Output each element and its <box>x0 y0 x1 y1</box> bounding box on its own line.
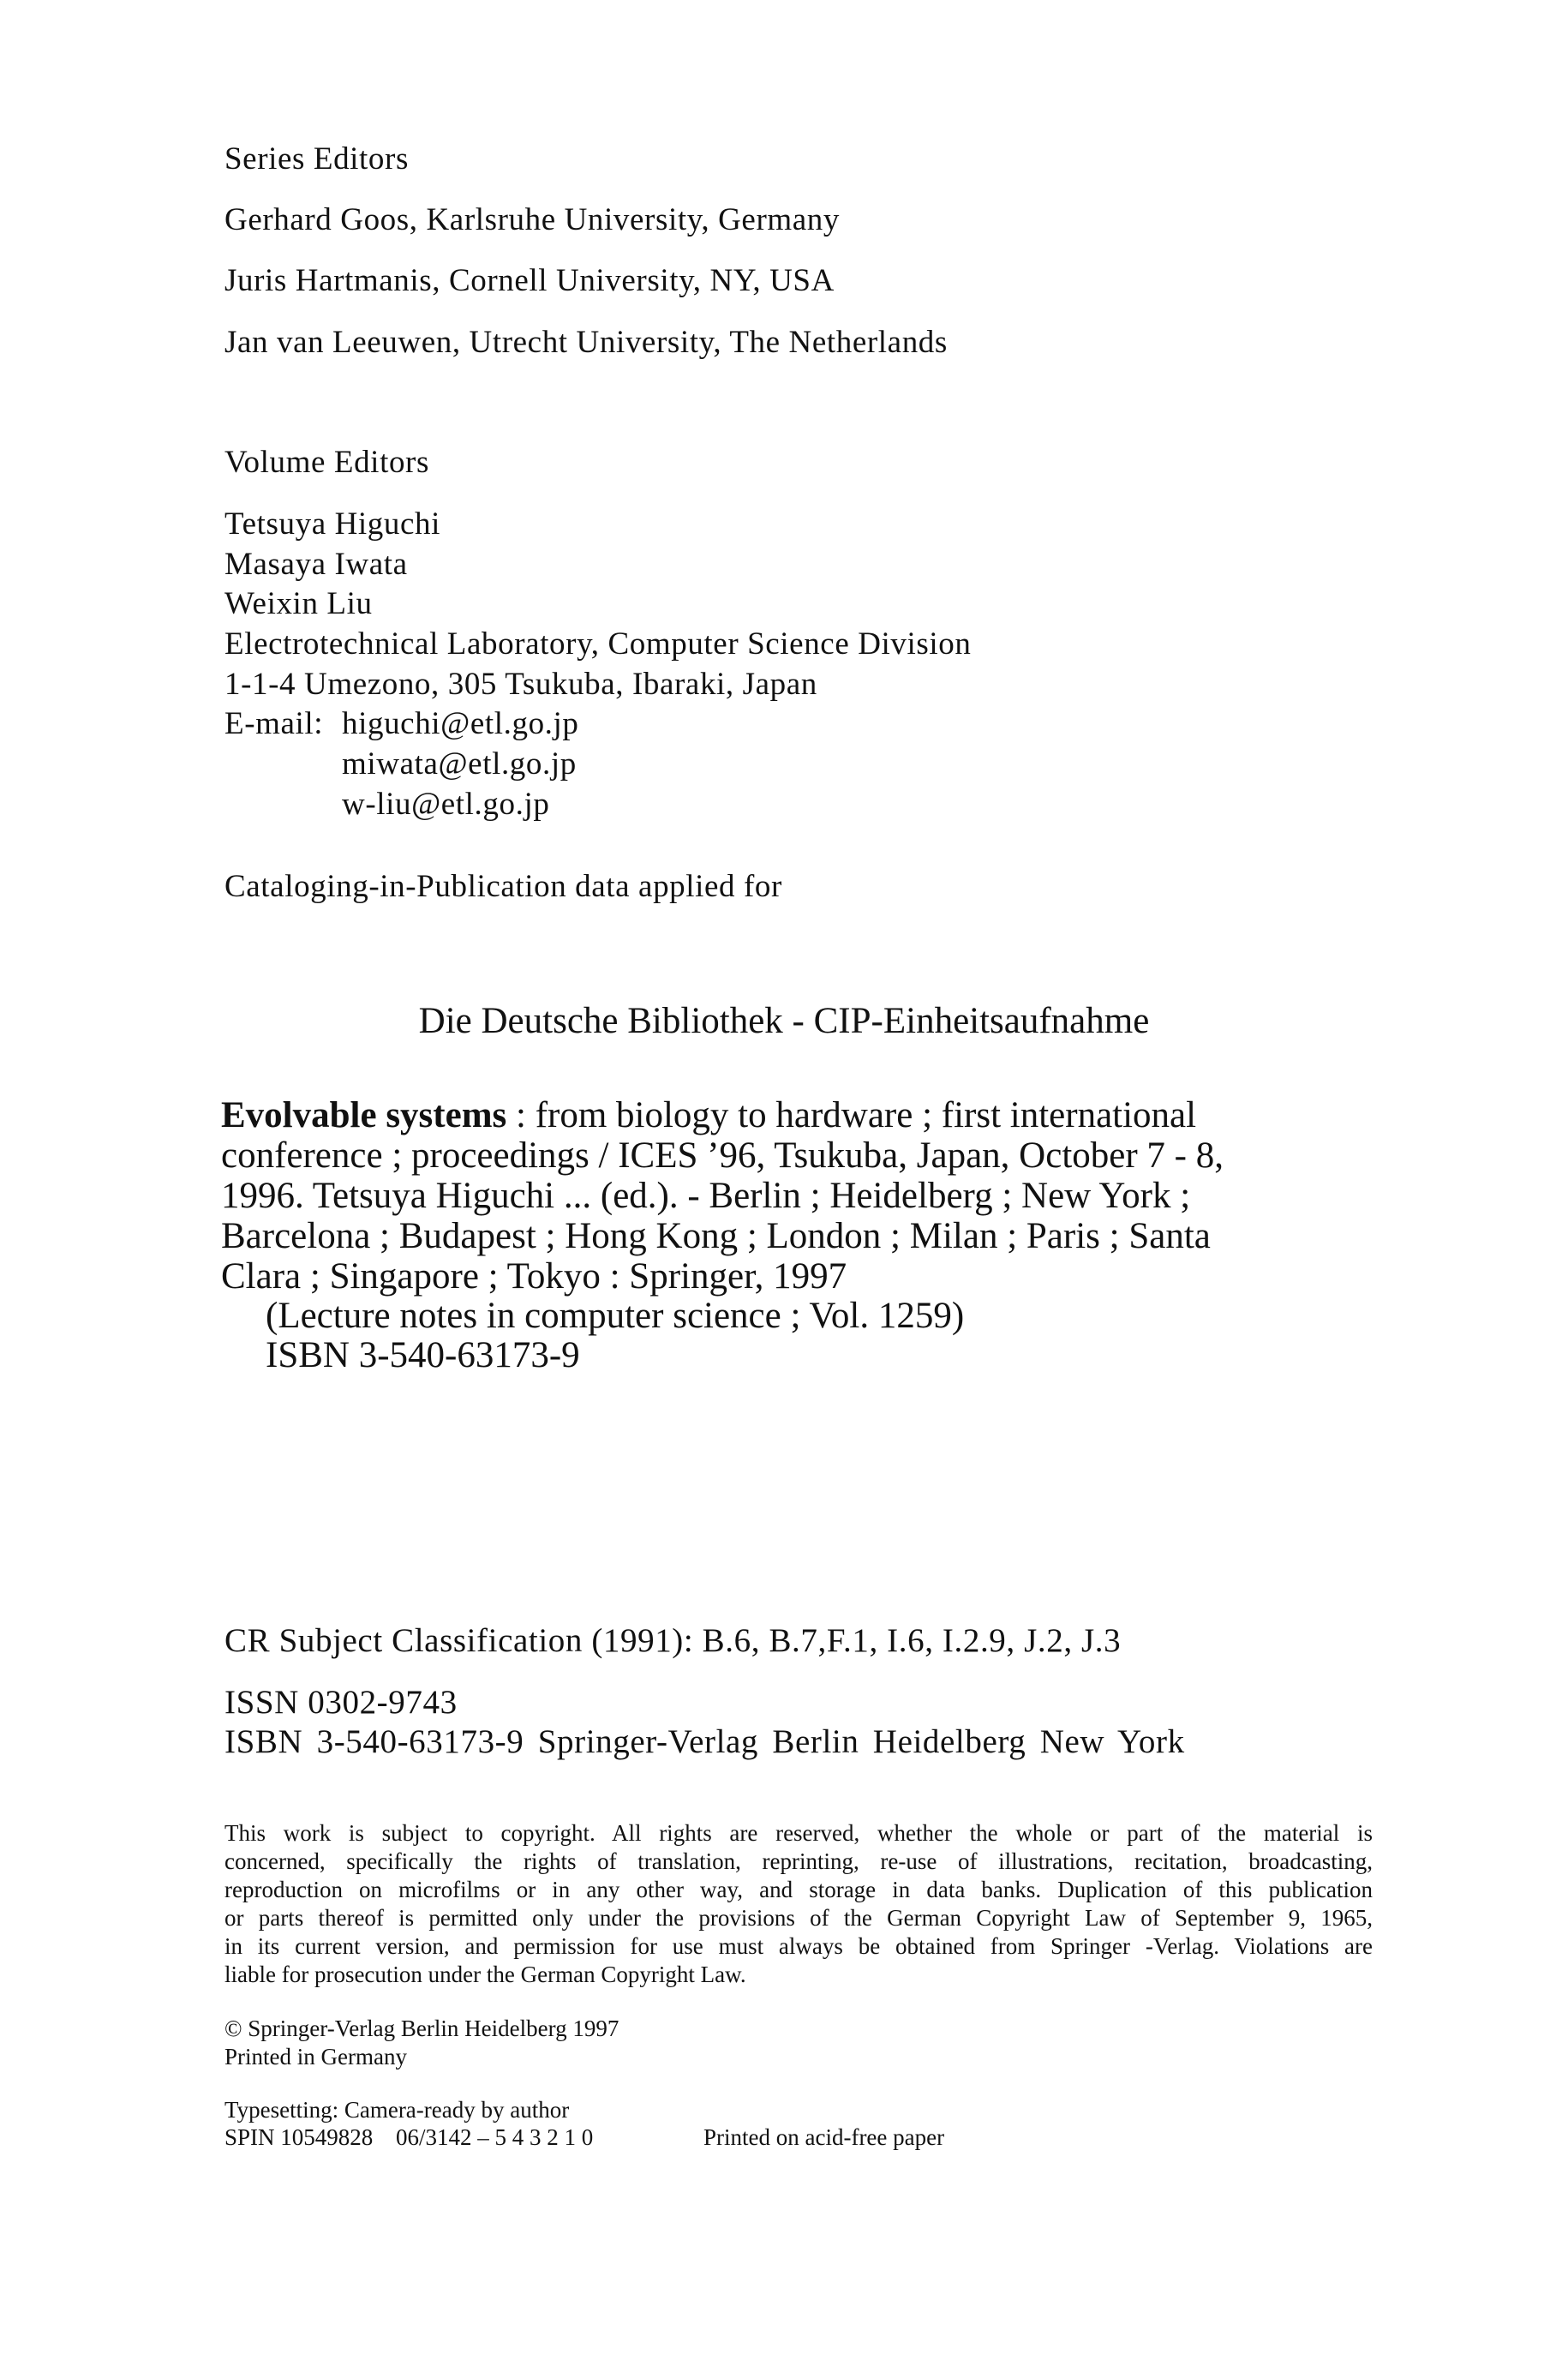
cip-line-1-rest: : from biology to hardware ; first international <box>506 1095 1197 1135</box>
cip-note: Cataloging-in-Publication data applied for <box>224 869 782 904</box>
copyright-line: © Springer-Verlag Berlin Heidelberg 1997 <box>224 2016 619 2041</box>
copyright-notice-line-4: or parts thereof is permitted only under the provisions of the German Copyright Law of September 9, 1965, <box>224 1905 1373 1931</box>
printed-in: Printed in Germany <box>224 2044 407 2070</box>
isbn: ISBN 3-540-63173-9 Springer-Verlag Berlin Heidelberg New York <box>224 1723 1185 1760</box>
email-3: w-liu@etl.go.jp <box>342 787 550 822</box>
cip-line-1 <box>221 1097 1196 1134</box>
cip-line-2: conference ; proceedings / ICES ’96, Tsukuba, Japan, October 7 - 8, <box>221 1135 1224 1176</box>
volume-editor-2: Masaya Iwata <box>224 547 408 582</box>
cr-classification: CR Subject Classification (1991): B.6, B.7,F.1, I.6, I.2.9, J.2, J.3 <box>224 1622 1122 1659</box>
cip-line-4: Barcelona ; Budapest ; Hong Kong ; London ; Milan ; Paris ; Santa <box>221 1216 1211 1256</box>
copyright-notice <box>224 1819 1373 1989</box>
copyright-notice-line-6: liable for prosecution under the German Copyright Law. <box>224 1962 746 1987</box>
cip-line-3: 1996. Tetsuya Higuchi ... (ed.). - Berlin ; Heidelberg ; New York ; <box>221 1176 1191 1216</box>
affiliation: Electrotechnical Laboratory, Computer Science Division <box>224 626 972 662</box>
series-editor-2: Juris Hartmanis, Cornell University, NY, USA <box>224 263 835 298</box>
typesetting: Typesetting: Camera-ready by author <box>224 2097 570 2123</box>
spin-line <box>224 2126 944 2149</box>
volume-editors-heading: Volume Editors <box>224 445 429 480</box>
email-label: E-mail: <box>224 706 324 741</box>
copyright-notice-line-3: reproduction on microfilms or in any other way, and storage in data banks. Duplication of this publication <box>224 1877 1373 1902</box>
series-editor-1: Gerhard Goos, Karlsruhe University, Germany <box>224 202 840 237</box>
email-2: miwata@etl.go.jp <box>342 746 577 782</box>
copyright-notice-line-2: concerned, specifically the rights of translation, reprinting, re-use of illustrations, recitation, broadcasting, <box>224 1848 1373 1874</box>
issn: ISSN 0302-9743 <box>224 1684 458 1721</box>
address: 1-1-4 Umezono, 305 Tsukuba, Ibaraki, Japan <box>224 667 817 702</box>
cip-line-5: Clara ; Singapore ; Tokyo : Springer, 1997 <box>221 1256 847 1297</box>
spin-paper: Printed on acid-free paper <box>703 2124 945 2150</box>
cip-heading: Die Deutsche Bibliothek - CIP-Einheitsaufnahme <box>418 1001 1150 1041</box>
cip-title: Evolvable systems <box>221 1095 507 1135</box>
cip-isbn: ISBN 3-540-63173-9 <box>266 1335 580 1375</box>
copyright-notice-line-1: This work is subject to copyright. All rights are reserved, whether the whole or part of the material is <box>224 1820 1373 1846</box>
volume-editor-1: Tetsuya Higuchi <box>224 506 440 542</box>
spin-number: 06/3142 – 5 4 3 2 1 0 <box>396 2124 594 2150</box>
spin-code: SPIN 10549828 <box>224 2124 374 2150</box>
series-editors-heading: Series Editors <box>224 141 409 177</box>
series-editor-3: Jan van Leeuwen, Utrecht University, The Netherlands <box>224 325 948 360</box>
volume-editor-3: Weixin Liu <box>224 586 373 621</box>
copyright-notice-line-5: in its current version, and permission for use must always be obtained from Springer -Verlag. Violations are <box>224 1933 1373 1959</box>
cip-series: (Lecture notes in computer science ; Vol. 1259) <box>266 1296 965 1336</box>
email-1: higuchi@etl.go.jp <box>342 706 579 741</box>
